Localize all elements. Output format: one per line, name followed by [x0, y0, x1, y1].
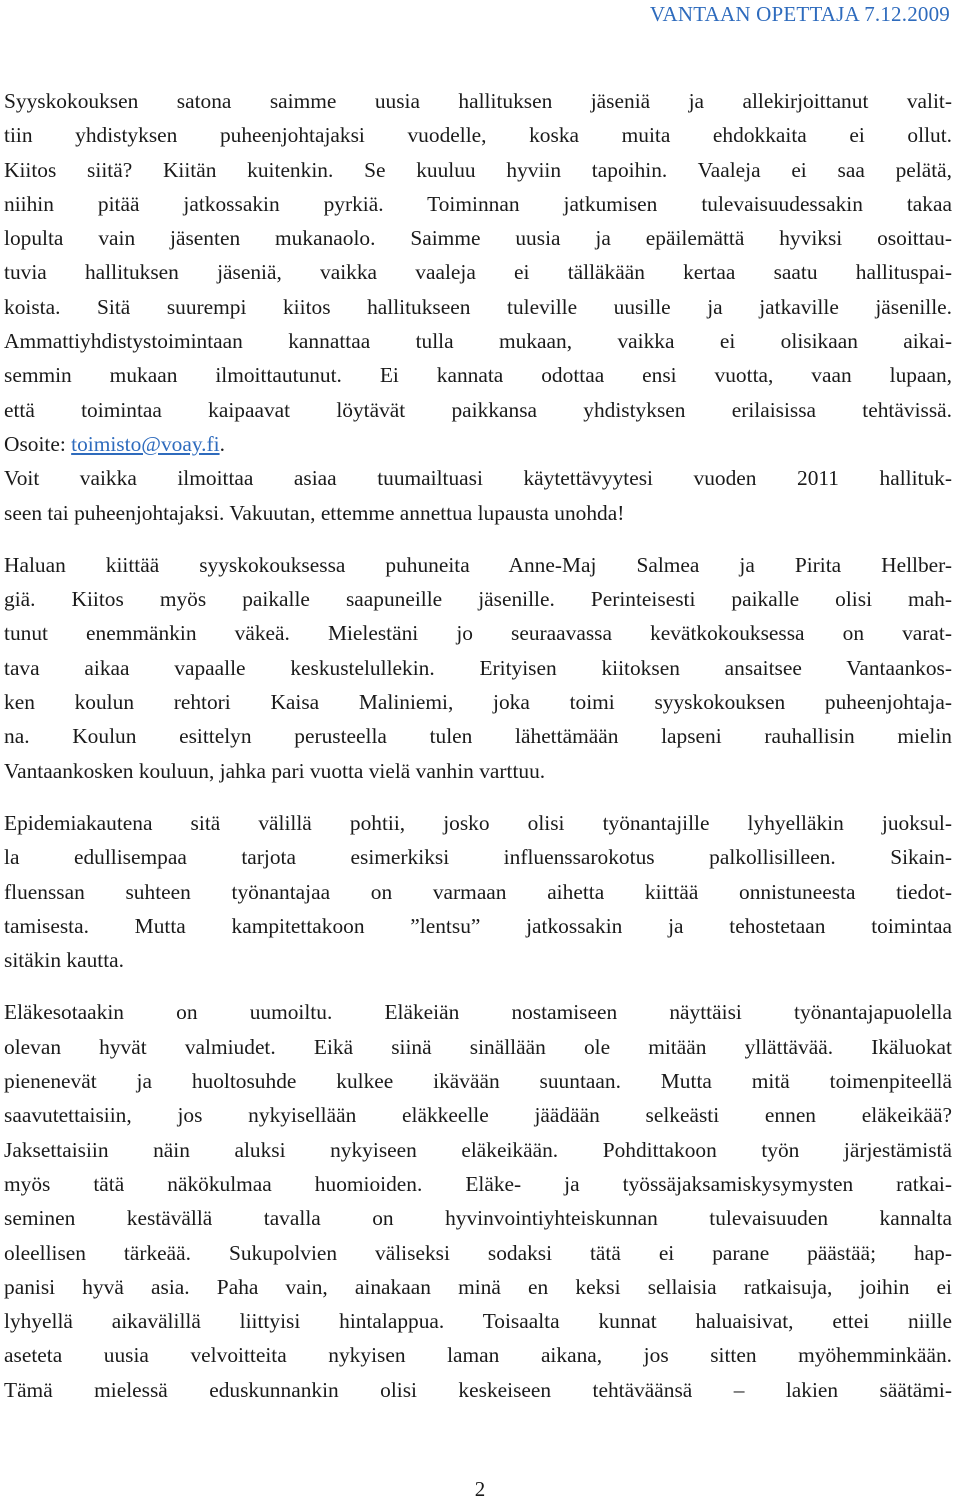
text-line: myös tätä näkökulmaa huomioiden. Eläke- ja työssäjaksamiskysymysten ratkai-: [4, 1171, 952, 1196]
text-line: saavutettaisiin, jos nykyisellään eläkkeelle jäädään selkeästi ennen eläkeikää?: [4, 1103, 952, 1128]
text-line: panisi hyvä asia. Paha vain, ainakaan minä en keksi sellaisia ratkaisuja, joihin ei: [4, 1274, 952, 1299]
text-line: sitäkin kautta.: [4, 948, 124, 973]
text-line: giä. Kiitos myös paikalle saapuneille jäsenille. Perinteisesti paikalle olisi mah-: [4, 587, 952, 612]
text-line: olevan hyvät valmiudet. Eikä siinä sinällään ole mitään yllättävää. Ikäluokat: [4, 1034, 952, 1059]
article-body: [4, 84, 952, 1407]
text-line: semmin mukaan ilmoittautunut. Ei kannata odottaa ensi vuotta, vaan lupaan,: [4, 363, 952, 388]
text-line: tuvia hallituksen jäseniä, vaikka vaaleja ei tälläkään kertaa saatu hallituspai-: [4, 260, 952, 285]
text-line: Tämä mielessä eduskunnankin olisi keskeiseen tehtäväänsä – lakien säätämi-: [4, 1377, 952, 1402]
paragraph-thanks: [4, 548, 952, 788]
paragraph-gap: [4, 530, 952, 548]
paragraph-gap: [4, 788, 952, 806]
text-line: Vantaankosken kouluun, jahka pari vuotta vielä vanhin varttuu.: [4, 758, 546, 783]
paragraph-pension: [4, 995, 952, 1407]
contact-line: [4, 427, 952, 461]
text-line: oleellisen tärkeää. Sukupolvien väliseksi sodaksi tätä ei parane päästää; hap-: [4, 1240, 952, 1265]
text-line: Syyskokouksen satona saimme uusia hallituksen jäseniä ja allekirjoittanut valit-: [4, 89, 952, 113]
page-number: 2: [474, 1477, 486, 1501]
text-line: lyhyellä aikavälillä liittyisi hintalappua. Toisaalta kunnat haluaisivat, ettei niille: [4, 1309, 952, 1334]
email-link[interactable]: toimisto@voay.fi: [71, 431, 220, 456]
text-line: lopulta vain jäsenten mukanaolo. Saimme uusia ja epäilemättä hyviksi osoittau-: [4, 226, 952, 251]
contact-suffix: .: [219, 431, 225, 456]
text-line: Voit vaikka ilmoittaa asiaa tuumailtuasi käytettävyytesi vuoden 2011 hallituk-: [4, 466, 952, 491]
text-line: Epidemiakautena sitä välillä pohtii, josko olisi työnantajille lyhyelläkin juoksul-: [4, 810, 952, 835]
text-line: että toimintaa kaipaavat löytävät paikkansa yhdistyksen erilaisissa tehtävissä.: [4, 397, 952, 422]
text-line: tiin yhdistyksen puheenjohtajaksi vuodelle, koska muita ehdokkaita ei ollut.: [4, 123, 952, 148]
text-line: Eläkesotaakin on uumoiltu. Eläkeiän nostamiseen näyttäisi työnantajapuolella: [4, 1000, 952, 1025]
text-line: niihin pitää jatkossakin pyrkiä. Toiminnan jatkumisen tulevaisuudessakin takaa: [4, 191, 952, 216]
contact-prefix: Osoite:: [4, 431, 72, 456]
paragraph-meeting-results: [4, 84, 952, 530]
text-line: Haluan kiittää syyskokouksessa puhuneita Anne-Maj Salmea ja Pirita Hellber-: [4, 552, 952, 577]
text-line: fluenssan suhteen työnantajaa on varmaan aihetta kiittää onnistuneesta tiedot-: [4, 879, 952, 904]
text-line: aseteta uusia velvoitteita nykyisen laman aikana, jos sitten myöhemminkään.: [4, 1343, 952, 1368]
paragraph-epidemic: [4, 806, 952, 977]
text-line: Kiitos siitä? Kiitän kuitenkin. Se kuuluu hyviin tapoihin. Vaaleja ei saa pelätä,: [4, 157, 952, 182]
text-line: na. Koulun esittelyn perusteella tulen lähettämään lapseni rauhallisin mielin: [4, 724, 952, 749]
text-line: Jaksettaisiin näin aluksi nykyiseen eläkeikään. Pohdittakoon työn järjestämistä: [4, 1137, 952, 1162]
running-header: VANTAAN OPETTAJA 7.12.2009: [649, 2, 950, 26]
text-line: pienenevät ja huoltosuhde kulkee ikävään suuntaan. Mutta mitä toimenpiteellä: [4, 1069, 952, 1094]
text-line: seen tai puheenjohtajaksi. Vakuutan, ettemme annettua lupausta unohda!: [4, 500, 625, 525]
text-line: tamisesta. Mutta kampitettakoon ”lentsu” jatkossakin ja tehostetaan toimintaa: [4, 913, 952, 938]
text-line: koista. Sitä suurempi kiitos hallitukseen tuleville uusille ja jatkaville jäsenille.: [4, 294, 952, 319]
text-line: seminen kestävällä tavalla on hyvinvointiyhteiskunnan tulevaisuuden kannalta: [4, 1206, 952, 1231]
text-line: tunut enemmänkin väkeä. Mielestäni jo seuraavassa kevätkokouksessa on varat-: [4, 621, 952, 646]
text-line: tava aikaa vapaalle keskustelullekin. Erityisen kiitoksen ansaitsee Vantaankos-: [4, 655, 952, 680]
text-line: Ammattiyhdistystoimintaan kannattaa tulla mukaan, vaikka ei olisikaan aikai-: [4, 329, 952, 354]
text-line: ken koulun rehtori Kaisa Maliniemi, joka toimi syyskokouksen puheenjohtaja-: [4, 690, 952, 715]
paragraph-gap: [4, 977, 952, 995]
text-line: la edullisempaa tarjota esimerkiksi influenssarokotus palkollisilleen. Sikain-: [4, 845, 952, 870]
